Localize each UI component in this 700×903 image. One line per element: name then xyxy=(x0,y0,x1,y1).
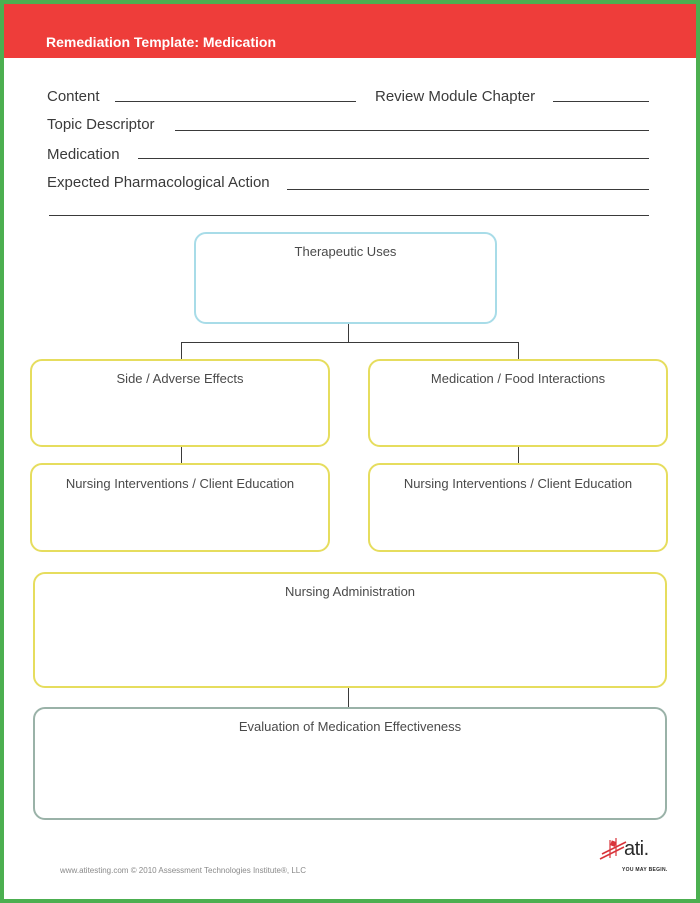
nursing-administration-title: Nursing Administration xyxy=(284,584,416,599)
evaluation-title: Evaluation of Medication Effectiveness xyxy=(238,719,462,734)
footer-copyright: www.atitesting.com © 2010 Assessment Technologies Institute®, LLC xyxy=(60,866,306,875)
connector-line xyxy=(181,342,519,343)
nursing-interventions-left-box[interactable] xyxy=(30,463,330,552)
logo-wordmark: ati. xyxy=(624,838,649,860)
nursing-interventions-left-title: Nursing Interventions / Client Education xyxy=(65,476,295,491)
content-label: Content xyxy=(47,88,100,105)
ati-logo xyxy=(596,832,676,880)
review-module-chapter-label: Review Module Chapter xyxy=(375,88,536,105)
medication-food-interactions-title: Medication / Food Interactions xyxy=(430,371,606,386)
header-bar xyxy=(4,4,696,58)
topic-descriptor-label: Topic Descriptor xyxy=(47,116,155,133)
side-adverse-effects-box[interactable] xyxy=(30,359,330,447)
connector-line xyxy=(181,446,182,464)
page-title: Remediation Template: Medication xyxy=(46,34,276,50)
therapeutic-uses-title: Therapeutic Uses xyxy=(294,244,397,259)
therapeutic-uses-box[interactable] xyxy=(194,232,497,324)
nursing-interventions-right-title: Nursing Interventions / Client Education xyxy=(403,476,633,491)
medication-field[interactable] xyxy=(138,158,649,159)
side-adverse-effects-title: Side / Adverse Effects xyxy=(116,371,244,386)
content-field[interactable] xyxy=(115,101,356,102)
medication-label: Medication xyxy=(47,146,120,163)
connector-line xyxy=(181,342,182,360)
expected-action-label: Expected Pharmacological Action xyxy=(47,174,270,191)
expected-action-field[interactable] xyxy=(287,189,649,190)
evaluation-box[interactable] xyxy=(33,707,667,820)
nursing-interventions-right-box[interactable] xyxy=(368,463,668,552)
connector-line xyxy=(348,323,349,342)
medication-food-interactions-box[interactable] xyxy=(368,359,668,447)
expected-action-continuation-field[interactable] xyxy=(49,215,649,216)
review-module-chapter-field[interactable] xyxy=(553,101,649,102)
connector-line xyxy=(518,446,519,464)
connector-line xyxy=(348,688,349,708)
topic-descriptor-field[interactable] xyxy=(175,130,649,131)
logo-tagline: YOU MAY BEGIN. xyxy=(622,867,668,873)
connector-line xyxy=(518,342,519,360)
nursing-administration-box[interactable] xyxy=(33,572,667,688)
